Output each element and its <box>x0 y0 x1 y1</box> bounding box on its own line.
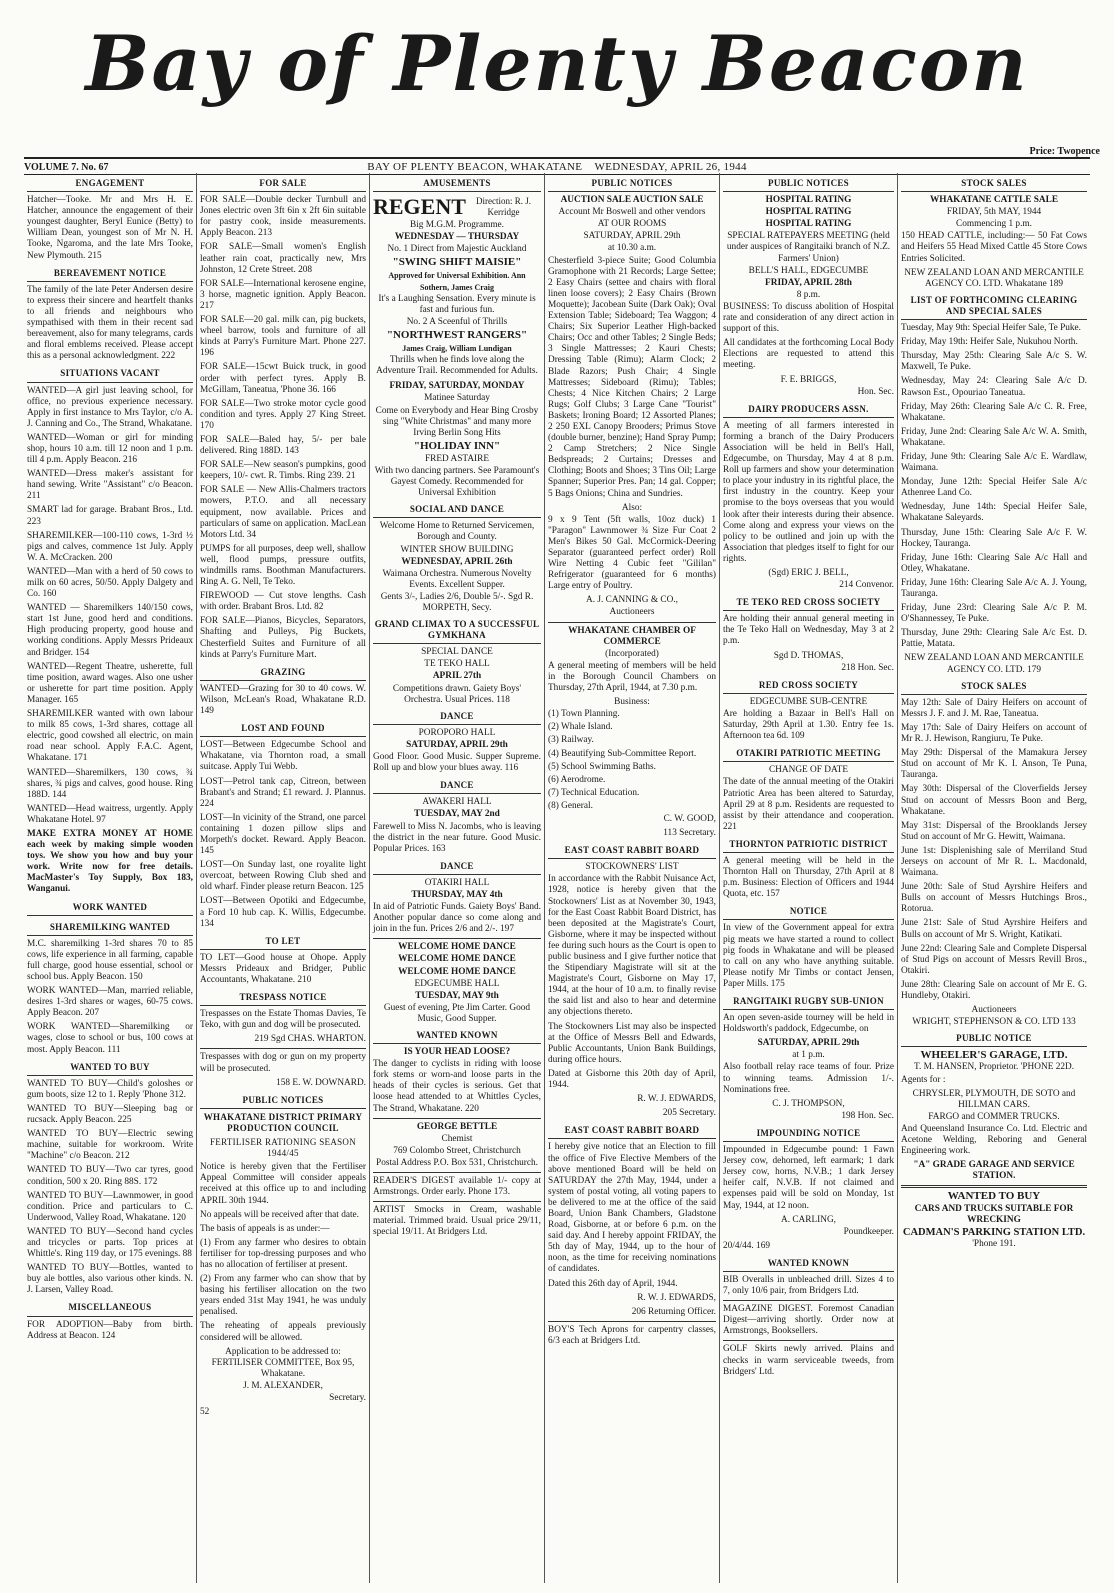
event-text: TE TEKO HALL <box>424 659 490 670</box>
regent-text: No. 1 Direct from Majestic Auckland <box>387 244 527 255</box>
classified-ad: SHAREMILKER wanted with own labour to milk 85 cows, 1-3rd shares, cottage all electric, good cowshed all electric, on main road near school. Apply F.A.C. Agent, Whakatane. 171 <box>27 709 193 764</box>
head-loose-title: IS YOUR HEAD LOOSE? <box>403 1047 511 1058</box>
sale-item: Thursday, June 15th: Clearing Sale A/c F. W. Hockey, Tauranga. <box>901 527 1087 549</box>
garage-text: And Queensland Insurance Co. Ltd. Electric and Acetone Welding, Reboring and General Engineering work. <box>901 1123 1087 1157</box>
classified-ad: WANTED—Woman or girl for minding shop, hours 10 a.m. till 12 noon and 1 p.m. till 4 p.m. Apply Beacon. 216 <box>27 432 193 466</box>
fertiliser-text: (1) From any farmer who desires to obtain fertiliser for top-dressing purposes and who has no allocation of fertiliser at present. <box>200 1237 366 1270</box>
notice-heading: NOTICE <box>723 903 894 920</box>
classified-ad: WANTED—A girl just leaving school, for office, no previous experience necessary. Apply in first instance to Mrs Taylor, c/o A. J. Canning and Co., The Strand, Whakatane. <box>27 385 193 429</box>
sale-item: May 30th: Dispersal of the Cloverfields Jersey Stud on account of Messrs Boon and Berg, Whakatane. <box>901 784 1087 817</box>
agenda-item: (6) Aerodrome. <box>548 774 606 785</box>
classified-ad: FOR SALE—New season's pumpkins, good keepers, 10/- cwt. R. Timbs. Ring 239. 21 <box>200 460 366 482</box>
hospital-rating-title: HOSPITAL RATING <box>765 195 852 206</box>
chamber-heading: WHAKATANE CHAMBER OF COMMERCE <box>568 625 696 647</box>
impounding-text: Impounded in Edgecumbe pound: 1 Fawn Jersey cow, dehorned, left earmark; 1 dark Jersey cow, horns, N.V.B.; 1 dark Jersey heifer calf, N.V.B. If not claimed and expenses paid will be sold on Monday, 1st May, 1944, at 12 noon. <box>723 1145 894 1211</box>
classified-ad: FOR SALE—International kerosene engine, 3 horse, magnetic ignition. Apply Beacon. 217 <box>200 278 366 311</box>
divider <box>548 1321 716 1322</box>
fertiliser-text: The reheating of appeals previously considered will be allowed. <box>200 1321 366 1343</box>
event-text: APRIL 27th <box>432 671 482 682</box>
event-text: Farewell to Miss N. Jacombs, who is leaving the district in the near future. Good Music. Popular Prices. 163 <box>373 821 541 854</box>
classified-ad: FOR SALE — New Allis-Chalmers tractors mowers, P.T.O. and all necessary equipment, now available. Prices and particulars of same on application. MacLean Motors Ltd. 34 <box>200 485 366 540</box>
trespass-signature: 158 E. W. DOWNARD. <box>276 1077 366 1088</box>
grazing-heading: GRAZING <box>200 664 366 681</box>
regent-text: Big M.G.M. Programme. <box>410 220 504 231</box>
event-text: OTAKIRI HALL <box>424 877 490 888</box>
auctioneer-role: Auctioneers <box>609 607 655 618</box>
divider <box>901 1185 1087 1188</box>
cattle-text: FRIDAY, 5th MAY, 1944 <box>946 207 1042 218</box>
sale-item: Friday, June 16th: Clearing Sale A/c Hall and Otley, Whakatane. <box>901 552 1087 574</box>
event-text: Welcome Home to Returned Servicemen, Borough and County. <box>379 521 535 543</box>
public-notices-heading: PUBLIC NOTICES <box>200 1092 366 1109</box>
auctioneer-name: A. J. CANNING & CO., <box>586 595 678 606</box>
chemist-text: Chemist <box>441 1133 473 1144</box>
te-teko-role: 218 Hon. Sec. <box>841 662 894 673</box>
sale-item: May 29th: Dispersal of the Mamakura Jersey Stud on account of Mr K. I. Anson, Te Puna, Tauranga. <box>901 748 1087 781</box>
agenda-item: (4) Beautifying Sub-Committee Report. <box>548 748 697 759</box>
classified-ad: LOST—In vicinity of the Strand, one parcel containing 1 dozen pillow slips and Morpeth's docket. Reward. Apply Beacon. 145 <box>200 812 366 857</box>
divider <box>723 1340 894 1341</box>
rabbit-text: Dated this 26th day of April, 1944. <box>548 1278 678 1289</box>
for-sale-heading: FOR SALE <box>200 175 366 192</box>
impounding-role: Poundkeeper. <box>843 1226 894 1237</box>
wanted-known-heading: WANTED KNOWN <box>373 1027 541 1044</box>
garage-text: FARGO and COMMER TRUCKS. <box>928 1111 1060 1122</box>
garage-name: WHEELER'S GARAGE, LTD. <box>920 1049 1068 1062</box>
price: Price: Twopence <box>1029 146 1100 157</box>
wanted-to-buy-heading: WANTED TO BUY <box>27 1059 193 1076</box>
event-text: THURSDAY, MAY 4th <box>411 889 503 900</box>
auction-text: Account Mr Boswell and other vendors <box>558 207 706 218</box>
dairy-signature: (Sgd) ERIC J. BELL, <box>768 568 849 578</box>
classified-ad: WANTED TO BUY—Lawnmower, in good condition. Price and particulars to C. Underwood, Valley Road, Whakatane. 120 <box>27 1190 193 1223</box>
rabbit-text: The Stockowners List may also be inspected at the Office of Messrs Bell and Edwards, Public Accountants, Union Bank Buildings, during office hours. <box>548 1021 716 1065</box>
auction-text: at 10.30 a.m. <box>607 243 657 254</box>
film-cast: FRED ASTAIRE <box>424 453 490 464</box>
sale-item: Thursday, May 25th: Clearing Sale A/c S. W. Maxwell, Te Puke. <box>901 351 1087 373</box>
hospital-text: BUSINESS: To discuss abolition of Hospital rate and consideration of any direct action in support of this. <box>723 301 894 335</box>
otakiri-sub: CHANGE OF DATE <box>768 765 849 776</box>
cattle-text: 150 HEAD CATTLE, including:— 50 Fat Cows and Heifers 55 Head Mixed Cattle 45 Store Cows Entries Solicited. <box>901 231 1087 264</box>
notice-text: In view of the Government appeal for extra pig meats we have started a round to collect pig foods in Whakatane and will be pleased to call on any who have anything suitable. Please notify Mr Timbs or contact Jensen, Paper Mills. 175 <box>723 923 894 989</box>
classified-ad: WANTED—Grazing for 30 to 40 cows. W. Wilson, McLean's Road, Whakatane R.D. 149 <box>200 683 366 717</box>
impounding-signature: A. CARLING, <box>780 1214 836 1225</box>
auction-text: Also: <box>621 502 643 513</box>
auctioneers-label: Auctioneers <box>971 1005 1017 1016</box>
sale-item: June 21st: Sale of Stud Ayrshire Heifers and Bulls on account of Mr S. Wright, Katikati. <box>901 918 1087 940</box>
divider <box>373 1118 541 1119</box>
classified-ad: FOR SALE—Baled hay, 5/- per bale delivered. Ring 188D. 143 <box>200 434 366 457</box>
dance-heading: DANCE <box>373 708 541 725</box>
fertiliser-signature: J. M. ALEXANDER, <box>243 1380 323 1391</box>
classified-ad: BIB Overalls in unbleached drill. Sizes 4 to 7, only 10/6 pair, from Bridgers Ltd. <box>723 1274 894 1297</box>
regent-director: Direction: R. J. Kerridge <box>475 196 531 218</box>
rabbit-text: I hereby give notice that an Election to fill the office of Five Elective Members of the above mentioned Board will be held on SATURDAY the 27th May, 1944, under a system of postal voting, all voting papers to be delivered to me at the office of the said Board, Union Bank Chambers, Gladstone Road, Gisborne, at or before 6 p.m. on the said day. And I hereby appoint FRIDAY, the 5th day of May, 1944, up to the hour of noon, as the time for receiving nominations of candidates. <box>548 1142 716 1275</box>
sale-item: Friday, June 9th: Clearing Sale A/c E. Wardlaw, Waimana. <box>901 451 1087 474</box>
chamber-text: Business: <box>614 697 650 708</box>
thornton-heading: THORNTON PATRIOTIC DISTRICT <box>723 836 894 853</box>
sale-item: May 12th: Sale of Dairy Heifers on account of Messrs J. F. and J. M. Rae, Taneatua. <box>901 697 1087 719</box>
column-2 <box>196 173 369 1583</box>
hospital-signature: F. E. BRIGGS, <box>780 374 837 385</box>
agenda-item: (1) Town Planning. <box>548 709 620 720</box>
column-1 <box>24 173 196 1583</box>
trespass-notice: Trespasses on the Estate Thomas Davies, Te Teko, with gun and dog will be prosecuted. <box>200 1009 366 1031</box>
classified-ad: WANTED TO BUY—Electric sewing machine, suitable for workroom. Write "Machine" c/o Beacon. 212 <box>27 1129 193 1162</box>
cattle-sale-heading: WHAKATANE CATTLE SALE <box>929 195 1059 206</box>
hospital-rating-title: HOSPITAL RATING <box>765 219 852 230</box>
fertiliser-text: Notice is hereby given that the Fertiliser Appeal Committee will consider appeals received at this office up to and including APRIL 30th 1944. <box>200 1162 366 1206</box>
classified-ad: FOR SALE—15cwt Buick truck, in good order with perfect tyres. Apply B. McGillam, Taneatua, 'Phone 36. 166 <box>200 362 366 395</box>
classified-ad: WANTED—Head waitress, urgently. Apply Whakatane Hotel. 97 <box>27 803 193 825</box>
classified-ad: LOST—Petrol tank cap, Citreon, between Brabant's and Strand; £1 reward. J. Plannus. 224 <box>200 776 366 809</box>
rabbit-role: 206 Returning Officer. <box>631 1306 716 1317</box>
divider <box>548 622 716 623</box>
regent-text: WEDNESDAY — THURSDAY <box>394 232 520 243</box>
film-cast: James Craig, William Lundigan <box>402 344 512 354</box>
fertiliser-role: Secretary. <box>329 1393 366 1403</box>
hospital-rating-title: HOSPITAL RATING <box>765 207 852 218</box>
agenda-item: (8) General. <box>548 800 593 811</box>
film-cast: Approved for Universal Exhibition. Ann Sothern, James Craig <box>388 271 526 292</box>
film-title: "SWING SHIFT MAISIE" <box>392 256 522 269</box>
sale-item: Wednesday, June 14th: Special Heifer Sale, Whakatane Saleyards. <box>901 502 1087 524</box>
sharemilking-heading: SHAREMILKING WANTED <box>27 919 193 936</box>
classified-ad: WANTED TO BUY—Two car tyres, good condition, 500 x 20. Ring 88S. 172 <box>27 1165 193 1187</box>
auction-items: Chesterfield 3-piece Suite; Good Columbia Gramophone with 21 Records; Large Settee; 2 Easy Chairs (settee and chairs with floral linen loose covers); 2 Easy Chairs (Brown Moquette); Jacobean Suite (Dark Oak); Oval Extension Table; Sideboard; Tea Waggon; 4 Chairs; Six Superior Leather High-backed Chairs; Occ and other Tables; 2 Single Beds; 3 Single Mattresses; 2 Kauri Chests; Dressing Table (Rimu); Alarm Clock; 2 Blade Razors; Push Chair; 4 Single Mattresses; Sideboard (Rimu); Tables; Chests; 4 Nice Kitchen Chairs; 2 Large Rugs; Golf Clubs; 3 Large Cane "Tourist" Baskets; Ironing Board; 12 Assorted Planes; 2 250 EXL Canopy Brooders; Primus Stove (double burner, benzine); Hand Spray Pump; 2 Camp Stretchers; 2 Nice Single Bedspreads; 2 Curtains; Dresses and Clothing; Boots and Shoes; 3 Tins Oil; Large Spanner; Superior Pres. Pan; 14 gal. Copper; 5 Bags Onions; China and Sundries. <box>548 255 716 499</box>
agenda-item: (3) Railway. <box>548 735 594 746</box>
rugby-text: Also football relay race teams of four. Prize to winning teams. Admission 1/-. Nominations free. <box>723 1062 894 1095</box>
red-cross-sub: EDGECUMBE SUB-CENTRE <box>749 696 868 707</box>
agency-name: NEW ZEALAND LOAN AND MERCANTILE AGENCY CO. LTD. Whakatane 189 <box>904 267 1084 289</box>
classified-ad: GOLF Skirts newly arrived. Plains and checks in warm serviceable tweeds, from Bridgers' Ltd. <box>723 1344 894 1377</box>
classified-ad: FOR SALE—20 gal. milk can, pig buckets, wheel barrow, tools and furniture of all kinds at Parry's Furniture Mart. Phone 227. 196 <box>200 315 366 359</box>
classified-ad: WORK WANTED—Man, married reliable, desires 1-3rd shares or wages, 60-75 cows. Apply Beacon. 207 <box>27 986 193 1019</box>
auctioneer-firm: WRIGHT, STEPHENSON & CO. LTD 133 <box>912 1017 1076 1028</box>
film-description: With two dancing partners. See Paramount's Gayest Comedy. Recommended for Universal Exhibition <box>374 465 540 499</box>
sale-item: Monday, June 12th: Special Heifer Sale A/c Athenree Land Co. <box>901 477 1087 499</box>
garage-text: Agents for : <box>901 1074 946 1085</box>
wtb-text: 'Phone 191. <box>972 1238 1016 1249</box>
rugby-text: An open seven-aside tourney will be held in Holdsworth's paddock, Edgecumbe, on <box>723 1013 894 1035</box>
cattle-text: Commencing 1 p.m. <box>956 219 1032 230</box>
red-cross-text: Are holding a Bazaar in Bell's Hall on Saturday, 29th April at 1.30. Entry fee 1s. Afternoon tea 6d. 109 <box>723 708 894 742</box>
classified-ad: MAGAZINE DIGEST. Foremost Canadian Digest—arriving shortly. Order now at Armstrongs, Booksellers. <box>723 1304 894 1337</box>
column-5 <box>719 173 897 1583</box>
head-loose-text: The danger to cyclists in riding with loose fork stems or worn-and loose parts in the heads of their cycles is serious. Get that loose head attended to at Whittles Cycles, The Strand, Whakatane. 220 <box>373 1059 541 1114</box>
hospital-text: BELL'S HALL, EDGECUMBE <box>748 265 869 276</box>
te-teko-signature: Sgd D. THOMAS, <box>773 650 844 661</box>
impounding-number: 20/4/44. 169 <box>723 1240 771 1251</box>
classified-ad: LOST—On Sunday last, one royalite light overcoat, between Rowing Club shed and old wharf. Finder please return Beacon. 125 <box>200 860 366 893</box>
classified-ad: ARTIST Smocks in Cream, washable material. Trimmed braid. Usual price 29/11, special 19/11. At Bridgers Ltd. <box>373 1205 541 1238</box>
event-text: TUESDAY, MAY 9th <box>415 990 499 1001</box>
rugby-role: 198 Hon. Sec. <box>841 1110 894 1121</box>
public-notices-heading: PUBLIC NOTICES <box>723 175 894 192</box>
regent-text: FRIDAY, SATURDAY, MONDAY <box>389 381 525 392</box>
welcome-home-title: WELCOME HOME DANCE <box>398 966 516 977</box>
classified-ad: FOR SALE—Pianos, Bicycles, Separators, Shafting and Pulleys, Pig Buckets, Chesterfield Suites and Furniture of all kinds at Parry's Furniture Mart. <box>200 616 366 660</box>
agency-name: NEW ZEALAND LOAN AND MERCANTILE AGENCY CO. LTD. 179 <box>904 653 1084 675</box>
divider <box>723 1300 894 1301</box>
sale-item: June 22nd: Clearing Sale and Complete Dispersal of Stud Pigs on account of Messrs Revill Bros., Otakiri. <box>901 943 1087 976</box>
chemist-text: 769 Colombo Street, Christchurch <box>393 1145 521 1156</box>
event-text: WINTER SHOW BUILDING <box>400 544 514 555</box>
issue-date: WEDNESDAY, APRIL 26, 1944 <box>594 161 747 173</box>
bereavement-notice: The family of the late Peter Andersen desire to express their sincere and heartfelt thanks to all friends and neighbours who sympathised with them in their recent sad bereavement, also for many telegrams, cards and floral emblems received. Please accept this as a personal acknowledgment. 222 <box>27 284 193 362</box>
event-text: Gents 3/-, Ladies 2/6, Double 5/-. Sgd R. MORPETH, Secy. <box>380 591 534 613</box>
event-text: TUESDAY, MAY 2nd <box>414 809 500 820</box>
stock-sales-heading: STOCK SALES <box>901 175 1087 192</box>
wtb-text: CARS AND TRUCKS SUITABLE FOR WRECKING <box>914 1203 1074 1225</box>
sale-item: Friday, May 19th: Heifer Sale, Nukuhou North. <box>901 337 1078 348</box>
classified-ad: FIREWOOD — Cut stove lengths. Cash with order. Brabant Bros. Ltd. 82 <box>200 591 366 613</box>
hospital-text: FRIDAY, APRIL 28th <box>765 277 852 288</box>
classified-ad: MAKE EXTRA MONEY AT HOME each week by making simple wooden toys. We show you how and buy your work. Write now for free details. MacMaster's Toy Supply, Box 183, Wanganui. <box>27 828 193 895</box>
trespass-notice: Trespasses with dog or gun on my property will be prosecuted. <box>200 1052 366 1074</box>
rabbit-text: In accordance with the Rabbit Nuisance Act, 1928, notice is hereby given that the Stockowners' List as at November 30, 1943, for the East Coast Rabbit Board District, has been deposited at the Magistrate's Court, Gisborne, where it may be inspected without fee during such hours as the Court is open to public business and I give further notice that the Stipendiary Magistrate will sit at the Magistrate's Court, Gisborne on May 17, 1944, at the hour of 10 a.m. to finally revise the said list and also to hear and determine any objections thereto. <box>548 874 716 1018</box>
film-title: "HOLIDAY INN" <box>413 439 501 452</box>
engagement-notice: Hatcher—Tooke. Mr and Mrs H. E. Hatcher, announce the engagement of their youngest daughter, Beryl Eunice (Betty) to William Dean, youngest son of Mr N. H. Tooke, Ngaroma, and the late Mrs Tooke, New Plymouth. 215 <box>27 195 193 261</box>
event-text: Waimana Orchestra. Numerous Novelty Events. Excellent Supper. <box>382 568 532 590</box>
garage-text: CHRYSLER, PLYMOUTH, DE SOTO and HILLMAN CARS. <box>912 1088 1076 1110</box>
event-text: EDGECUMBE HALL <box>414 978 500 989</box>
fertiliser-heading: FERTILISER RATIONING SEASON 1944/45 <box>209 1137 357 1159</box>
welcome-home-title: WELCOME HOME DANCE <box>398 942 516 953</box>
sale-item: June 1st: Displenishing sale of Merriland Stud Jerseys on account of Mr R. L. Macdonald, Waimana. <box>901 845 1087 879</box>
chemist-name: GEORGE BETTLE <box>416 1121 498 1132</box>
film-description: Thrills when he finds love along the Adventure Trail. Recommended for Adults. <box>376 355 538 377</box>
event-text: In aid of Patriotic Funds. Gaiety Boys' Band. Another popular dance so come along and join in the fun. Prices 2/6 and 2/-. 197 <box>373 902 541 935</box>
event-text: SPECIAL DANCE <box>421 647 493 658</box>
agenda-item: (7) Technical Education. <box>548 787 640 798</box>
rabbit-sub: STOCKOWNERS' LIST <box>585 862 679 873</box>
chamber-sub: (Incorporated) <box>605 648 659 659</box>
rabbit-signature: R. W. J. EDWARDS, <box>637 1094 716 1105</box>
to-let-heading: TO LET <box>200 933 366 950</box>
otakiri-text: The date of the annual meeting of the Otakiri Patriotic Area has been altered to Saturday, April 29 at 8 p.m. Residents are requested to assist by their attendance and cooperation. 221 <box>723 777 894 832</box>
classified-ad: LOST—Between Edgecumbe School and Whakatane, via Thornton road, a small suitcase. Apply Tui Webb. <box>200 740 366 773</box>
chamber-agenda <box>548 709 716 812</box>
chamber-role: 113 Secretary. <box>663 828 716 839</box>
hospital-text: 8 p.m. <box>796 289 821 300</box>
divider <box>200 1048 366 1049</box>
divider <box>373 938 541 939</box>
divider <box>373 1201 541 1202</box>
situations-heading: SITUATIONS VACANT <box>27 365 193 382</box>
fertiliser-text: (2) From any farmer who can show that by basing his fertiliser allocation on the two years ended 31st May 1941, he was unduly penalised. <box>200 1274 366 1318</box>
bereavement-heading: BEREAVEMENT NOTICE <box>27 265 193 282</box>
divider <box>373 1172 541 1173</box>
garage-text: T. M. HANSEN, Proprietor. 'PHONE 22D. <box>913 1062 1075 1073</box>
public-notice-heading: PUBLIC NOTICE <box>901 1030 1087 1047</box>
classified-ad: WANTED—Man with a herd of 50 cows to milk on 60 acres, 50/50. Apply Dalgety and Co. 160 <box>27 566 193 600</box>
sale-item: Wednesday, May 24: Clearing Sale A/c D. Rawson Est., Opouriao Taneatua. <box>901 376 1087 398</box>
rabbit-board-heading: EAST COAST RABBIT BOARD <box>548 842 716 859</box>
otakiri-heading: OTAKIRI PATRIOTIC MEETING <box>723 745 894 762</box>
regent-text: No. 2 A Sceenful of Thrills <box>406 316 508 327</box>
event-text: AWAKERI HALL <box>422 797 492 808</box>
wanted-known-heading: WANTED KNOWN <box>723 1255 894 1272</box>
red-cross-heading: RED CROSS SOCIETY <box>723 677 894 694</box>
volume-number: VOLUME 7. No. 67 <box>24 161 109 173</box>
miscellaneous-heading: MISCELLANEOUS <box>27 1299 193 1316</box>
regent-header <box>373 195 541 219</box>
fertiliser-text: No appeals will be received after that date. <box>200 1209 360 1220</box>
hospital-text: All candidates at the forthcoming Local Body Elections are requested to attend this meeting. <box>723 338 894 371</box>
hospital-text: SPECIAL RATEPAYERS MEETING (held under auspices of Rangitaiki branch of N.Z. Farmers' Union) <box>726 231 891 264</box>
regent-text: Matinee Saturday <box>424 393 490 404</box>
sale-item: Friday, May 26th: Clearing Sale A/c C. R. Free, Whakatane. <box>901 401 1087 423</box>
classified-ad: WORK WANTED—Sharemilking or wages, close to school or bus, 100 cows at most. Apply Beacon. 111 <box>27 1022 193 1055</box>
ad-number: 52 <box>200 1407 210 1418</box>
agenda-item: (5) School Swimming Baths. <box>548 761 656 772</box>
rugby-signature: C. J. THOMPSON, <box>772 1098 845 1109</box>
impounding-heading: IMPOUNDING NOTICE <box>723 1125 894 1142</box>
classified-ad: WANTED TO BUY—Sleeping bag or rucsack. Apply Beacon. 225 <box>27 1103 193 1126</box>
hospital-role: Hon. Sec. <box>857 386 894 397</box>
stock-sales-heading: STOCK SALES <box>901 678 1087 695</box>
auction-text: AT OUR ROOMS <box>597 219 667 230</box>
regent-title: REGENT <box>373 194 466 220</box>
paper-name: BAY OF PLENTY BEACON, WHAKATANE <box>367 161 583 173</box>
rugby-text: at 1 p.m. <box>792 1050 825 1061</box>
trespass-signature: 219 Sgd CHAS. WHARTON. <box>254 1034 366 1045</box>
trespass-heading: TRESPASS NOTICE <box>200 989 366 1006</box>
rabbit-role: 205 Secretary. <box>662 1108 716 1119</box>
film-title: "NORTHWEST RANGERS" <box>386 328 528 341</box>
classified-ad: FOR SALE—Two stroke motor cycle good condition and tyres. Apply 27 King Street. 170 <box>200 398 366 431</box>
event-text: POROPORO HALL <box>418 727 496 738</box>
clearing-sales-heading: LIST OF FORTHCOMING CLEARING AND SPECIAL SALES <box>901 292 1087 320</box>
sale-item: Friday, June 2nd: Clearing Sale A/c W. A. Smith, Whakatane. <box>901 426 1087 448</box>
sale-item: Tuesday, May 9th: Special Heifer Sale, Te Puke. <box>901 323 1082 334</box>
te-teko-text: Are holding their annual general meeting in the Te Teko Hall on Wednesday, May 3 at 2 p.m. <box>723 614 894 647</box>
classified-ad: WANTED—Dress maker's assistant for hand sewing. Write "Assistant" c/o Beacon. 211 <box>27 469 193 502</box>
film-description: It's a Laughing Sensation. Every minute is fast and furious fun. <box>378 293 536 315</box>
classified-ad: WANTED TO BUY—Child's goloshes or gum boots, size 12 to 1. Reply 'Phone 312. <box>27 1078 193 1100</box>
sale-item: June 28th: Clearing Sale on account of Mr E. G. Hundleby, Otakiri. <box>901 979 1087 1001</box>
social-heading: SOCIAL AND DANCE <box>373 501 541 518</box>
classified-ad: BOY'S Tech Aprons for carpentry classes, 6/3 each at Bridgers Ltd. <box>548 1324 716 1346</box>
welcome-home-title: WELCOME HOME DANCE <box>398 954 516 965</box>
newspaper-title: Bay of Plenty Beacon <box>85 19 1029 108</box>
classified-ad: PUMPS for all purposes, deep well, shallow well, flood pumps, pressure outfits, windmills rams. Boothman Manufacturers. Ring A. G. Nell, Te Teko. <box>200 543 366 588</box>
dairy-text: A meeting of all farmers interested in forming a branch of the Dairy Producers Association will be held in Bell's Hall, Edgecumbe, on Thursday, May 4 at 8 p.m. Roll up farmers and show your determination to place your industry in its rightful place, the first industry in the country. Keep your promise to the boys overseas that you would look after their interests during their absence. Come along and express your views on the policy to be outlined and join up with the Association that pledges itself to fight for our rights. <box>723 420 894 564</box>
classified-ad: TO LET—Good house at Ohope. Apply Messrs Prideaux and Bridger, Public Accountants, Whakatane. 210 <box>200 952 366 985</box>
sale-item: Friday, June 23rd: Clearing Sale A/c P. M. O'Shannessey, Te Puke. <box>901 603 1087 625</box>
classified-ad: M.C. sharemilking 1-3rd shares 70 to 85 cows, life experience in all farming, capable full charge, good house essential, school or school bus. Apply Beacon. 150 <box>27 938 193 982</box>
classified-ad: SHAREMILKER—100-110 cows, 1-3rd ½ pigs and calves, commence 1st July. Apply W. A. McCracken. 200 <box>27 530 193 563</box>
parking-station-name: CADMAN'S PARKING STATION LTD. <box>902 1226 1086 1238</box>
rabbit-text: Dated at Gisborne this 20th day of April, 1944. <box>548 1068 716 1091</box>
fertiliser-text: Application to be addressed to: FERTILISER COMMITTEE, Box 95, Whakatane. <box>211 1346 355 1379</box>
classified-ad: READER'S DIGEST available 1/- copy at Armstrongs. Order early. Phone 173. <box>373 1176 541 1198</box>
sale-item: May 17th: Sale of Dairy Heifers on account of Mr R. J. Hewison, Rangiuru, Te Puke. <box>901 722 1087 745</box>
gymkhana-heading: GRAND CLIMAX TO A SUCCESSFUL GYMKHANA <box>373 616 541 644</box>
event-text: Competitions drawn. Gaiety Boys' Orchestra. Usual Prices. 118 <box>392 683 522 705</box>
fertiliser-text: The basis of appeals is as under:— <box>200 1223 330 1234</box>
lost-found-heading: LOST AND FOUND <box>200 720 366 737</box>
rabbit-signature: R. W. J. EDWARDS, <box>637 1292 716 1303</box>
thornton-text: A general meeting will be held in the Thornton Hall on Thursday, 27th April at 8 p.m. Business: Election of Officers and 1944 Quota, etc. 157 <box>723 855 894 900</box>
sale-item: May 31st: Dispersal of the Brooklands Jersey Stud on account of Mr G. Hewitt, Waimana. <box>901 820 1087 842</box>
rugby-text: SATURDAY, APRIL 29th <box>757 1038 860 1049</box>
sale-item: June 20th: Sale of Stud Ayrshire Heifers and Bulls on account of Messrs Hutchings Bros., Rotorua. <box>901 882 1087 915</box>
classified-ad: WANTED—Regent Theatre, usherette, full time position, award wages. Also one usher or usherette for part time position. Apply Manager. 165 <box>27 661 193 705</box>
te-teko-heading: TE TEKO RED CROSS SOCIETY <box>723 594 894 611</box>
auction-items: 9 x 9 Tent (5ft walls, 10oz duck) 1 "Paragon" Lawnmower ¾ Size Fur Coat 2 Men's Bikes 50 Gal. McCormick-Deering Separator (guaranteed perfect order) Roll Wire Netting 4 Cubic feet "Gililan" Refrigerator (guaranteed for 6 months) Large entry of Poultry. <box>548 514 716 592</box>
classified-ad: FOR SALE—Double decker Turnbull and Jones electric oven 3ft 6in x 2ft 6in suitable for pastry cook, inside measurements. Apply Beacon. 213 <box>200 195 366 239</box>
masthead <box>22 4 1092 136</box>
classified-ad: LOST—Between Opotiki and Edgecumbe, a Ford 10 hub cap. K. Willis, Edgecumbe. 134 <box>200 896 366 929</box>
dance-heading: DANCE <box>373 858 541 875</box>
rugby-heading: RANGITAIKI RUGBY SUB-UNION <box>723 993 894 1010</box>
sale-item: Thursday, June 29th: Clearing Sale A/c Est. D. Pattie, Matata. <box>901 628 1087 650</box>
auction-heading: AUCTION SALE AUCTION SALE <box>560 195 704 206</box>
council-heading: WHAKATANE DISTRICT PRIMARY PRODUCTION COUNCIL <box>203 1111 363 1133</box>
auction-text: SATURDAY, APRIL 29th <box>583 231 681 242</box>
column-4 <box>544 173 719 1583</box>
classified-ad: FOR ADOPTION—Baby from birth. Address at Beacon. 124 <box>27 1319 193 1341</box>
work-wanted-heading: WORK WANTED <box>27 899 193 916</box>
classified-ad: FOR SALE—Small women's English leather rain coat, practically new, Mrs Johnston, 12 Crete Street. 208 <box>200 242 366 275</box>
classified-ad: WANTED—Sharemilkers, 130 cows, ¾ shares, ¾ pigs and calves, good house. Ring 188D. 144 <box>27 767 193 800</box>
event-text: WEDNESDAY, APRIL 26th <box>401 556 513 567</box>
sale-item: Friday, June 16th: Clearing Sale A/c A. J. Young, Tauranga. <box>901 577 1087 599</box>
dateline-center <box>24 161 1090 173</box>
dairy-heading: DAIRY PRODUCERS ASSN. <box>723 401 894 418</box>
event-text: Good Floor. Good Music. Supper Supreme. Roll up and blow your blues away. 116 <box>373 752 541 774</box>
engagement-heading: ENGAGEMENT <box>27 175 193 192</box>
garage-text: "A" GRADE GARAGE AND SERVICE STATION. <box>913 1160 1075 1182</box>
amusements-heading: AMUSEMENTS <box>373 175 541 192</box>
chamber-text: A general meeting of members will be held in the Borough Council Chambers on Thursday, 27th April, 1944, at 7.30 p.m. <box>548 660 716 694</box>
agenda-item: (2) Whale Island. <box>548 722 613 733</box>
dairy-role: 214 Convenor. <box>839 580 894 591</box>
event-text: SATURDAY, APRIL 29th <box>406 739 508 750</box>
classified-ad: WANTED — Sharemilkers 140/150 cows, start 1st June, good herd and conditions. High producing property, good house and working conditions. Apply Messrs Prideaux and Bridger. 154 <box>27 603 193 658</box>
chemist-text: Postal Address P.O. Box 531, Christchurch. <box>376 1157 538 1168</box>
event-text: Guest of evening, Pte Jim Carter. Good Music, Good Supper. <box>383 1002 531 1024</box>
classified-ad: WANTED TO BUY—Second hand cycles and tricycles or parts. Top prices at Whittle's. Ring 119 day, or 175 evenings. 88 <box>27 1226 193 1260</box>
dance-heading: DANCE <box>373 777 541 794</box>
wanted-to-buy-heading: WANTED TO BUY <box>947 1190 1041 1203</box>
public-notices-heading: PUBLIC NOTICES <box>548 175 716 192</box>
chamber-signature: C. W. GOOD, <box>663 813 716 824</box>
classified-ad: SMART lad for garage. Brabant Bros., Ltd. 223 <box>27 505 193 527</box>
column-6 <box>897 173 1090 1583</box>
film-description: Come on Everybody and Hear Bing Crosby sing "White Christmas" and many more Irving Berlin Song Hits <box>375 405 539 438</box>
rabbit-board-heading: EAST COAST RABBIT BOARD <box>548 1122 716 1139</box>
column-3 <box>369 173 544 1583</box>
classified-ad: WANTED TO BUY—Bottles, wanted to buy ale bottles, also various other kinds. N. J. Larsen, Valley Road. <box>27 1263 193 1296</box>
